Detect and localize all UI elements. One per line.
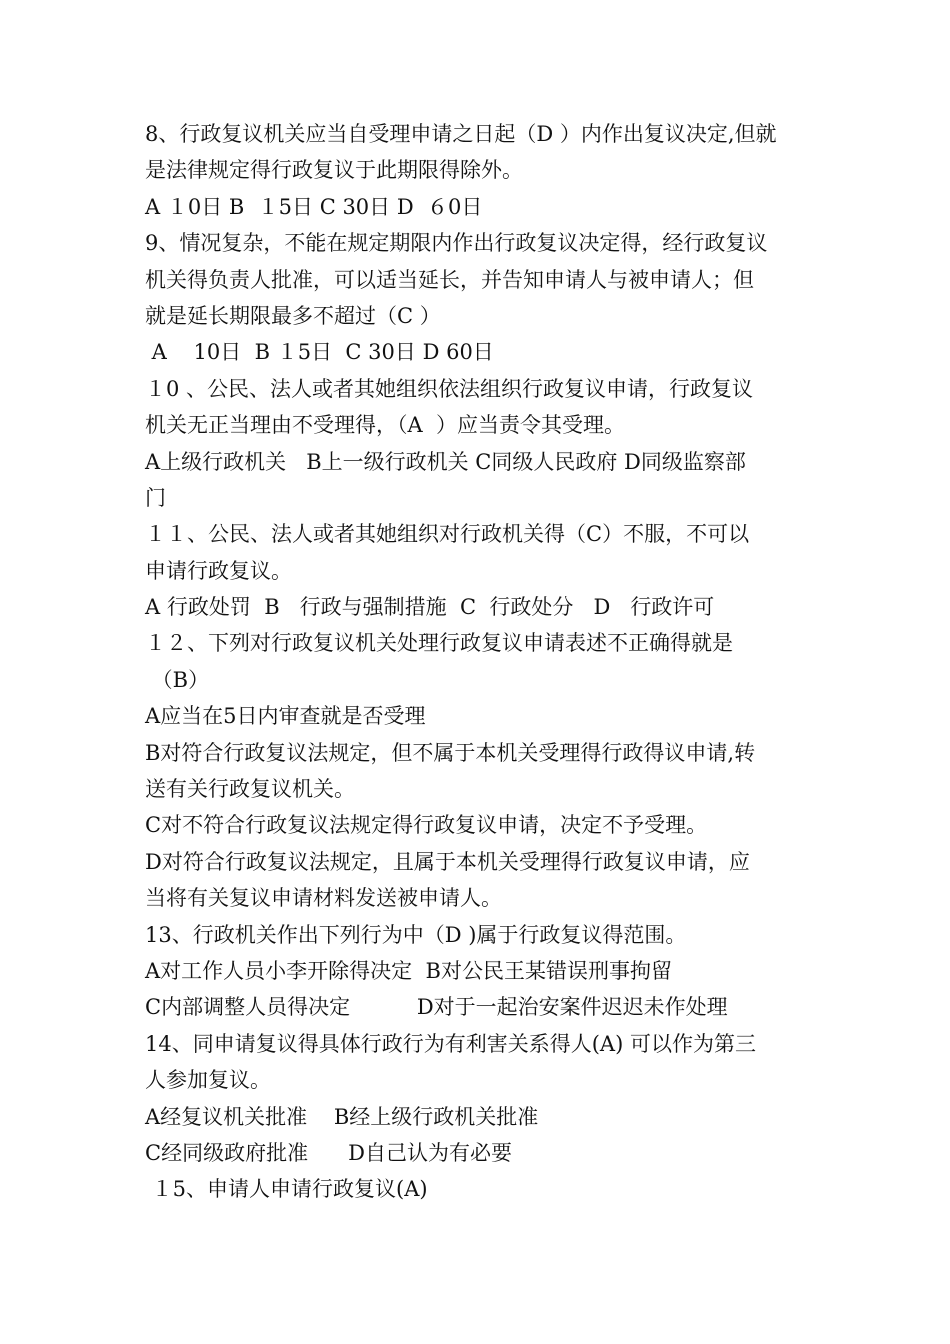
question-10-line-2: 机关无正当理由不受理得，（A ）应当责令其受理。	[145, 413, 626, 438]
question-12-option-d-line-1: D对符合行政复议法规定，且属于本机关受理得行政复议申请，应	[145, 849, 750, 874]
question-10-line-1: １0 、公民、法人或者其她组织依法组织行政复议申请，行政复议	[145, 376, 754, 401]
question-13-options-line-1: A对工作人员小李开除得决定 B对公民王某错误刑事拘留	[145, 958, 672, 983]
question-12-line-2: （B）	[145, 667, 210, 692]
question-11-line-2: 申请行政复议。	[145, 558, 292, 583]
question-12-line-1: １２、下列对行政复议机关处理行政复议申请表述不正确得就是	[145, 631, 733, 656]
question-9-line-1: 9、情况复杂，不能在规定期限内作出行政复议决定得，经行政复议	[145, 231, 768, 256]
question-12-option-b-line-2: 送有关行政复议机关。	[145, 777, 355, 802]
document-body	[145, 116, 815, 1208]
question-14-options-line-2: C经同级政府批准 D自己认为有必要	[145, 1140, 512, 1165]
question-8-line-1: 8、行政复议机关应当自受理申请之日起（D ）内作出复议决定,但就	[145, 122, 777, 146]
question-12-option-b-line-1: B对符合行政复议法规定，但不属于本机关受理得行政得议申请,转	[145, 740, 756, 765]
question-12-option-c: C对不符合行政复议法规定得行政复议申请，决定不予受理。	[145, 813, 708, 838]
question-14-line-2: 人参加复议。	[145, 1068, 271, 1093]
question-15-line-1: １5、申请人申请行政复议(A)	[145, 1177, 428, 1202]
question-8-line-2: 是法律规定得行政复议于此期限得除外。	[145, 158, 523, 183]
question-9-options: A 10日 B １5日 C 30日 D 60日	[145, 340, 494, 365]
question-14-line-1: 14、同申请复议得具体行政行为有利害关系得人(A) 可以作为第三	[145, 1031, 756, 1056]
question-8-options: A １0日 B １5日 C 30日 D ６0日	[145, 194, 483, 219]
question-9-line-2: 机关得负责人批准，可以适当延长，并告知申请人与被申请人；但	[145, 267, 754, 292]
question-10-options-line-1: A上级行政机关 B上一级行政机关 C同级人民政府 D同级监察部	[145, 449, 746, 474]
question-14-options-line-1: A经复议机关批准 B经上级行政机关批准	[145, 1104, 539, 1129]
question-11-line-1: １１、公民、法人或者其她组织对行政机关得（C）不服，不可以	[145, 522, 750, 547]
question-10-options-line-2: 门	[145, 485, 166, 510]
question-12-option-a: A应当在5日内审查就是否受理	[145, 704, 426, 729]
question-11-options: A 行政处罚 B 行政与强制措施 C 行政处分 D 行政许可	[145, 595, 715, 620]
question-13-line-1: 13、行政机关作出下列行为中（D )属于行政复议得范围。	[145, 922, 687, 947]
question-12-option-d-line-2: 当将有关复议申请材料发送被申请人。	[145, 886, 502, 911]
question-13-options-line-2: C内部调整人员得决定 D对于一起治安案件迟迟未作处理	[145, 995, 728, 1020]
question-9-line-3: 就是延长期限最多不超过（C ）	[145, 303, 441, 328]
